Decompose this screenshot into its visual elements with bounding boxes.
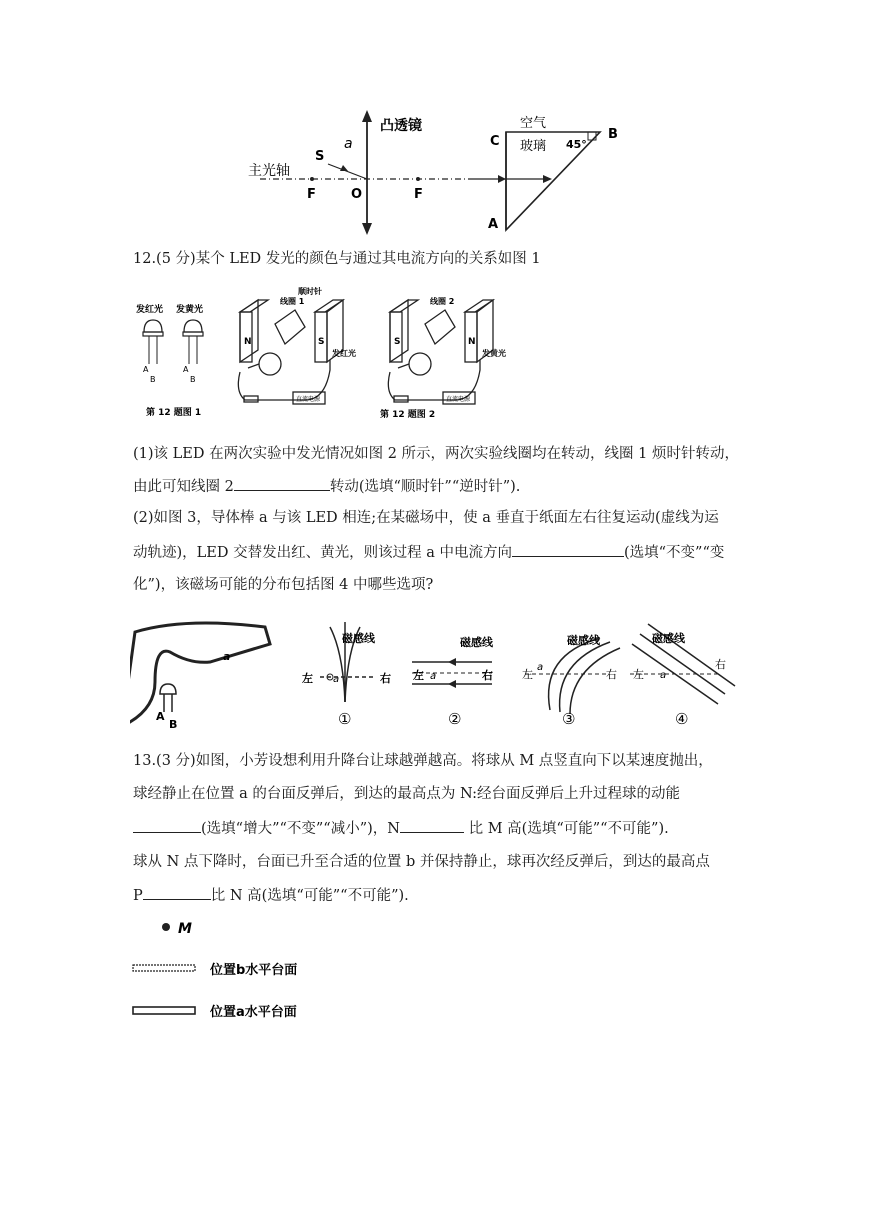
label-axis: 主光轴 bbox=[248, 163, 290, 179]
q13-line5 bbox=[133, 885, 409, 906]
answer-blank-coil2[interactable] bbox=[234, 476, 330, 491]
q12-p2-line1: (2)如图 3，导体棒 a 与该 LED 相连;在某磁场中，使 a 垂直于纸面左右往复运动(虚线为运 bbox=[133, 510, 719, 526]
q12-title: 12.(5 分)某个 LED 发光的颜色与通过其电流方向的关系如图 1 bbox=[133, 251, 541, 267]
opt1-field: 磁感线 bbox=[342, 632, 375, 645]
fig1-a1: A bbox=[143, 365, 149, 374]
fig3-fig4 bbox=[130, 612, 740, 732]
opt3-a: a bbox=[537, 662, 544, 673]
label-b: B bbox=[608, 127, 618, 142]
fig2-caption: 第 12 题图 2 bbox=[380, 410, 436, 420]
fig1-a2: A bbox=[183, 365, 189, 374]
label-c: C bbox=[490, 134, 500, 149]
answer-blank-n-vs-m[interactable] bbox=[400, 818, 464, 833]
q12-p2-line2 bbox=[133, 542, 724, 563]
fig2-yellow: 发黄光 bbox=[482, 349, 506, 358]
fig2-red: 发红光 bbox=[332, 349, 356, 358]
q13-line2: 球经静止在位置 a 的台面反弹后，到达的最高点为 N:经台面反弹后上升过程球的动能 bbox=[133, 786, 681, 802]
lens-arrow-bottom bbox=[362, 223, 372, 235]
fig1-yellow: 发黄光 bbox=[176, 305, 204, 315]
ray-s bbox=[328, 164, 367, 179]
label-m: M bbox=[178, 921, 192, 937]
opt3-right: 右 bbox=[606, 668, 617, 681]
fig2-n-right: N bbox=[468, 337, 476, 347]
platform-a bbox=[133, 1007, 195, 1014]
fig2-right bbox=[388, 300, 493, 404]
fig2-left bbox=[238, 300, 343, 404]
answer-blank-p-vs-n[interactable] bbox=[143, 885, 211, 900]
bounce-figure bbox=[130, 915, 330, 1030]
fig4-opt2 bbox=[412, 662, 492, 684]
opt1-label[interactable]: ① bbox=[338, 710, 352, 728]
label-air: 空气 bbox=[520, 116, 547, 131]
opt3-left: 左 bbox=[522, 668, 533, 681]
opt1-right: 右 bbox=[380, 672, 391, 685]
q13-line1: 13.(3 分)如图，小芳设想利用升降台让球越弹越高。将球从 M 点竖直向下以某速度抛出， bbox=[133, 753, 713, 769]
opt4-right: 右 bbox=[715, 658, 726, 671]
label-glass: 玻璃 bbox=[520, 139, 547, 154]
led-figure bbox=[130, 282, 530, 422]
label-o: O bbox=[351, 187, 363, 202]
answer-blank-current[interactable] bbox=[512, 542, 624, 557]
fig3-A: A bbox=[156, 710, 165, 723]
lens-arrow-top bbox=[362, 110, 372, 122]
label-f1: F bbox=[307, 187, 316, 202]
opt2-label[interactable]: ② bbox=[448, 710, 462, 728]
platform-b bbox=[133, 965, 195, 971]
fig3-B: B bbox=[169, 718, 178, 731]
answer-blank-kinetic[interactable] bbox=[133, 818, 201, 833]
q13-line3 bbox=[133, 818, 669, 839]
label-f2: F bbox=[414, 187, 423, 202]
q12-p1-line2-b: 转动(选填“顺时针”“逆时针”). bbox=[329, 479, 521, 495]
fig1-red: 发红光 bbox=[136, 305, 164, 315]
fig2-clockwise: 顺时针 bbox=[298, 287, 322, 296]
opt3-field: 磁感线 bbox=[567, 634, 600, 647]
label-s: S bbox=[315, 149, 325, 164]
label-a: a bbox=[344, 136, 353, 152]
opt2-left: 左 bbox=[413, 669, 424, 682]
ball-m bbox=[162, 923, 170, 931]
label-a-prism: A bbox=[488, 217, 499, 232]
fig1-caption: 第 12 题图 1 bbox=[146, 408, 202, 418]
fig1-b2: B bbox=[190, 375, 196, 384]
fig2-coil2: 线圈 2 bbox=[430, 297, 455, 306]
fig3-wire bbox=[130, 623, 270, 723]
q12-p2-line3: 化”)，该磁场可能的分布包括图 4 中哪些选项? bbox=[133, 577, 434, 593]
fig3-a: a bbox=[223, 650, 231, 663]
fig1-b1: B bbox=[150, 375, 156, 384]
q13-line4: 球从 N 点下降时，台面已升至合适的位置 b 并保持静止，球再次经反弹后，到达的最高点 bbox=[133, 854, 710, 870]
opt2-a: a bbox=[430, 671, 437, 682]
q12-p1-line2 bbox=[133, 476, 520, 497]
q13-line5-a: P bbox=[133, 888, 143, 904]
fig2-n-left: N bbox=[244, 337, 252, 347]
q13-line3-a: (选填“增大”“不变”“减小”)，N bbox=[201, 821, 400, 837]
q12-p2-line2-b: (选填“不变”“变 bbox=[623, 545, 725, 561]
fig2-s-right: S bbox=[394, 337, 401, 347]
opt2-right: 右 bbox=[482, 669, 493, 682]
opt3-label[interactable]: ③ bbox=[562, 710, 576, 728]
fig2-s-left: S bbox=[318, 337, 325, 347]
q12-p1-line2-a: 由此可知线圈 2 bbox=[133, 479, 234, 495]
q13-line5-b: 比 N 高(选填“可能”“不可能”). bbox=[210, 888, 409, 904]
q12-p1-line1: (1)该 LED 在两次实验中发光情况如图 2 所示，两次实验线圈均在转动，线圈 1 烦时针转动， bbox=[133, 446, 739, 462]
opt4-left: 左 bbox=[633, 668, 644, 681]
q12-p2-line2-a: 动轨迹)，LED 交替发出红、黄光，则该过程 a 中电流方向 bbox=[133, 545, 512, 561]
q13-line3-b: 比 M 高(选填“可能”“不可能”). bbox=[468, 821, 669, 837]
opt2-field: 磁感线 bbox=[460, 636, 493, 649]
opt4-label[interactable]: ④ bbox=[675, 710, 689, 728]
opt4-field: 磁感线 bbox=[652, 632, 685, 645]
fig2-battery-left: 直流电源 bbox=[296, 396, 321, 403]
label-angle: 45° bbox=[566, 138, 587, 151]
fig2-coil1: 线圈 1 bbox=[280, 297, 305, 306]
opt4-a: a bbox=[660, 670, 667, 681]
label-lens: 凸透镜 bbox=[380, 118, 422, 134]
opt1-left: 左 bbox=[302, 672, 313, 685]
opt1-a: a bbox=[333, 674, 340, 685]
label-pos-a: 位置a水平台面 bbox=[210, 1005, 297, 1020]
label-pos-b: 位置b水平台面 bbox=[210, 963, 298, 978]
lens-prism-figure bbox=[230, 100, 630, 240]
fig2-battery-right: 直流电源 bbox=[446, 396, 471, 403]
